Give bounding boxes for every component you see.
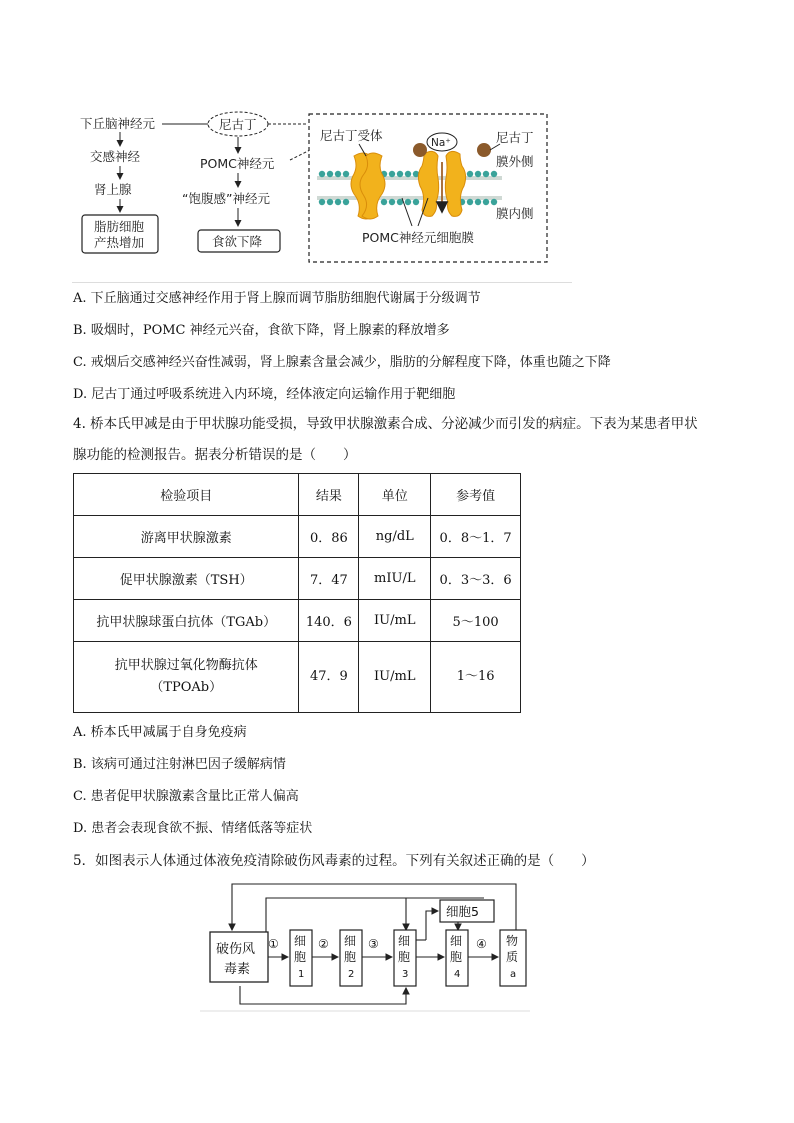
q4-stem-line1: 4. 桥本氏甲减是由于甲状腺功能受损，导致甲状腺激素合成、分泌减少而引发的病症。下表为某患者甲状 — [73, 416, 698, 432]
cell-4-char: 细 — [450, 934, 463, 948]
header-reference: 参考值 — [431, 474, 521, 516]
receptor-label: 尼古丁受体 — [320, 128, 383, 143]
cell-result: 7．47 — [299, 558, 359, 600]
cell-item: 游离甲状腺激素 — [74, 516, 299, 558]
cell-unit: IU/mL — [359, 600, 431, 642]
q4-stem-line2: 腺功能的检测报告。据表分析错误的是（ ） — [73, 447, 357, 463]
q4-option-a: A. 桥本氏甲减属于自身免疫病 — [73, 725, 247, 740]
cell-2-char: 细 — [344, 934, 357, 948]
cell-unit: mIU/L — [359, 558, 431, 600]
cell-4-char: 胞 — [450, 950, 463, 964]
cell-result: 47．9 — [299, 642, 359, 713]
appetite-label: 食欲下降 — [212, 234, 263, 249]
step-2: ② — [318, 937, 329, 951]
cell-1-char: 胞 — [294, 950, 307, 964]
q4-option-b: B. 该病可通过注射淋巴因子缓解病情 — [73, 757, 286, 772]
nicotine-molecule-left — [413, 143, 427, 157]
q3-option-a: A. 下丘脑通过交感神经作用于肾上腺而调节脂肪细胞代谢属于分级调节 — [73, 291, 481, 306]
q3-option-b: B. 吸烟时，POMC 神经元兴奋，食欲下降，肾上腺素的释放增多 — [73, 323, 450, 338]
cell-result: 140．6 — [299, 600, 359, 642]
header-result: 结果 — [299, 474, 359, 516]
cell-3-char: 3 — [402, 969, 409, 980]
cell-2-char: 胞 — [344, 950, 357, 964]
cell-result: 0．86 — [299, 516, 359, 558]
cell-1-char: 1 — [298, 969, 305, 980]
toxin-line1: 破伤风 — [216, 942, 256, 957]
fat-cell-line2: 产热增加 — [94, 235, 145, 250]
q4-option-d: D. 患者会表现食欲不振、情绪低落等症状 — [73, 821, 313, 836]
table-header-row — [74, 474, 521, 516]
cell-item-line2: （TPOAb） — [150, 680, 223, 695]
membrane-outside-label: 膜外侧 — [496, 154, 534, 169]
substance-char: 质 — [506, 950, 519, 964]
cell-reference: 0．8～1．7 — [431, 516, 521, 558]
header-unit: 单位 — [359, 474, 431, 516]
figure-humoral-immunity — [200, 878, 540, 1014]
thyroid-report-table — [73, 473, 521, 713]
pomc-label: POMC神经元 — [200, 156, 275, 171]
nicotine-right-label: 尼古丁 — [496, 130, 534, 145]
nicotine-molecule-right — [477, 143, 491, 157]
q4-option-c: C. 患者促甲状腺激素含量比正常人偏高 — [73, 789, 299, 804]
adrenal-label: 肾上腺 — [94, 182, 132, 197]
step-1: ① — [268, 937, 279, 951]
cell-3-char: 细 — [398, 934, 411, 948]
cell-item — [74, 642, 299, 713]
hypothalamus-label: 下丘脑神经元 — [80, 116, 156, 131]
table-row — [74, 516, 521, 558]
cell-item: 促甲状腺激素（TSH） — [74, 558, 299, 600]
cell-item-line1: 抗甲状腺过氧化物酶抗体 — [114, 658, 258, 673]
header-item: 检验项目 — [74, 474, 299, 516]
satiety-label: “饱腹感”神经元 — [182, 191, 270, 206]
q5-stem: 5．如图表示人体通过体液免疫清除破伤风毒素的过程。下列有关叙述正确的是（ ） — [73, 853, 595, 869]
table-row — [74, 642, 521, 713]
cell-reference: 0．3～3．6 — [431, 558, 521, 600]
toxin-line2: 毒素 — [224, 962, 251, 977]
cell-3-char: 胞 — [398, 950, 411, 964]
membrane-label: POMC神经元细胞膜 — [362, 230, 474, 245]
substance-char: 物 — [506, 934, 519, 948]
cell-5-label: 细胞5 — [446, 904, 479, 919]
cell-reference: 5～100 — [431, 600, 521, 642]
fat-cell-line1: 脂肪细胞 — [94, 219, 145, 234]
cell-unit: ng/dL — [359, 516, 431, 558]
figure-nicotine-pathway — [72, 104, 572, 274]
step-3: ③ — [368, 937, 379, 951]
sodium-ion-label: Na⁺ — [431, 137, 451, 149]
table-row — [74, 558, 521, 600]
cell-4-char: 4 — [454, 969, 461, 980]
nicotine-oval-label: 尼古丁 — [219, 117, 257, 132]
sympathetic-label: 交感神经 — [90, 149, 141, 164]
cell-1-char: 细 — [294, 934, 307, 948]
membrane-inside-label: 膜内侧 — [496, 206, 534, 221]
figure-divider — [72, 282, 572, 283]
q3-option-d: D. 尼古丁通过呼吸系统进入内环境，经体液定向运输作用于靶细胞 — [73, 387, 456, 402]
q3-option-c: C. 戒烟后交感神经兴奋性减弱，肾上腺素含量会减少，脂肪的分解程度下降，体重也随之下降 — [73, 355, 611, 370]
step-4: ④ — [476, 937, 487, 951]
substance-char: a — [510, 969, 517, 980]
cell-reference: 1～16 — [431, 642, 521, 713]
cell-item: 抗甲状腺球蛋白抗体（TGAb） — [74, 600, 299, 642]
table-row — [74, 600, 521, 642]
cell-unit: IU/mL — [359, 642, 431, 713]
cell-2-char: 2 — [348, 969, 355, 980]
